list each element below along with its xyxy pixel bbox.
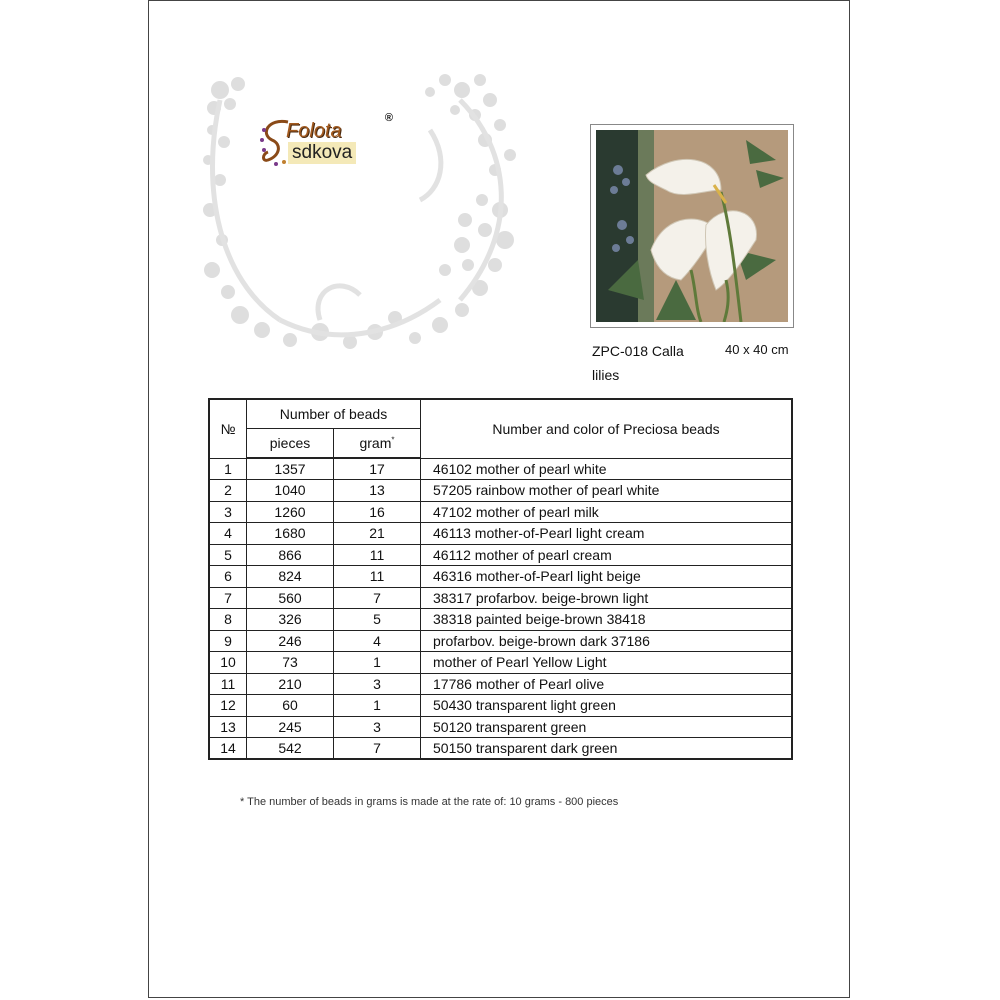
cell-gram: 11: [334, 566, 421, 588]
cell-pieces: 210: [247, 673, 334, 695]
cell-gram: 1: [334, 652, 421, 674]
calla-lilies-artwork-image: [596, 130, 788, 322]
header-beads-group: Number of beads: [247, 399, 421, 429]
cell-description: 46112 mother of pearl cream: [421, 544, 793, 566]
cell-description: mother of Pearl Yellow Light: [421, 652, 793, 674]
cell-gram: 3: [334, 716, 421, 738]
cell-number: 9: [209, 630, 247, 652]
table-row: [209, 501, 792, 523]
header-number: №: [209, 399, 247, 458]
cell-gram: 7: [334, 587, 421, 609]
header-pieces: pieces: [247, 429, 334, 459]
cell-pieces: 560: [247, 587, 334, 609]
cell-number: 11: [209, 673, 247, 695]
registered-mark: ®: [384, 112, 393, 124]
table-row: [209, 566, 792, 588]
cell-pieces: 1357: [247, 458, 334, 480]
cell-number: 8: [209, 609, 247, 631]
cell-pieces: 60: [247, 695, 334, 717]
cell-description: 50430 transparent light green: [421, 695, 793, 717]
header-gram: [334, 429, 421, 459]
cell-number: 10: [209, 652, 247, 674]
table-row: [209, 544, 792, 566]
table-row: [209, 523, 792, 545]
cell-gram: 16: [334, 501, 421, 523]
cell-description: 46102 mother of pearl white: [421, 458, 793, 480]
cell-description: 17786 mother of Pearl olive: [421, 673, 793, 695]
cell-pieces: 326: [247, 609, 334, 631]
cell-pieces: 245: [247, 716, 334, 738]
logo-text-line2: sdkova: [288, 142, 356, 164]
cell-description: profarbov. beige-brown dark 37186: [421, 630, 793, 652]
cell-number: 5: [209, 544, 247, 566]
product-image-frame: [590, 124, 794, 328]
cell-description: 46316 mother-of-Pearl light beige: [421, 566, 793, 588]
table-row: [209, 480, 792, 502]
logo-text-line1: Folota: [286, 120, 342, 142]
cell-number: 4: [209, 523, 247, 545]
bead-table-body: [209, 458, 792, 759]
cell-pieces: 1260: [247, 501, 334, 523]
cell-gram: 11: [334, 544, 421, 566]
cell-pieces: 73: [247, 652, 334, 674]
header-gram-label: gram: [359, 435, 392, 451]
cell-number: 7: [209, 587, 247, 609]
cell-number: 1: [209, 458, 247, 480]
cell-gram: 3: [334, 673, 421, 695]
product-title: ZPC-018 Calla lilies: [592, 343, 684, 383]
product-size: 40 x 40 cm: [725, 342, 789, 357]
cell-number: 6: [209, 566, 247, 588]
cell-pieces: 542: [247, 738, 334, 760]
cell-description: 50150 transparent dark green: [421, 738, 793, 760]
cell-description: 46113 mother-of-Pearl light cream: [421, 523, 793, 545]
cell-gram: 7: [334, 738, 421, 760]
table-row: [209, 630, 792, 652]
cell-gram: 17: [334, 458, 421, 480]
table-row: [209, 652, 792, 674]
cell-gram: 21: [334, 523, 421, 545]
header-description: Number and color of Preciosa beads: [421, 399, 793, 458]
cell-pieces: 246: [247, 630, 334, 652]
cell-description: 47102 mother of pearl milk: [421, 501, 793, 523]
cell-description: 57205 rainbow mother of pearl white: [421, 480, 793, 502]
cell-gram: 5: [334, 609, 421, 631]
header-gram-footnote-mark: *: [391, 435, 395, 445]
table-row: [209, 738, 792, 760]
table-row: [209, 695, 792, 717]
cell-pieces: 824: [247, 566, 334, 588]
bead-list-table: [208, 398, 793, 760]
table-row: [209, 609, 792, 631]
cell-number: 2: [209, 480, 247, 502]
cell-gram: 1: [334, 695, 421, 717]
cell-description: 50120 transparent green: [421, 716, 793, 738]
cell-description: 38317 profarbov. beige-brown light: [421, 587, 793, 609]
cell-number: 13: [209, 716, 247, 738]
table-row: [209, 673, 792, 695]
cell-description: 38318 painted beige-brown 38418: [421, 609, 793, 631]
cell-pieces: 1680: [247, 523, 334, 545]
footnote: * The number of beads in grams is made at the rate of: 10 grams - 800 pieces: [240, 796, 619, 808]
cell-gram: 4: [334, 630, 421, 652]
cell-pieces: 866: [247, 544, 334, 566]
brand-logo: [258, 112, 393, 176]
table-row: [209, 587, 792, 609]
cell-number: 14: [209, 738, 247, 760]
cell-number: 12: [209, 695, 247, 717]
cell-gram: 13: [334, 480, 421, 502]
table-row: [209, 458, 792, 480]
table-row: [209, 716, 792, 738]
cell-number: 3: [209, 501, 247, 523]
cell-pieces: 1040: [247, 480, 334, 502]
